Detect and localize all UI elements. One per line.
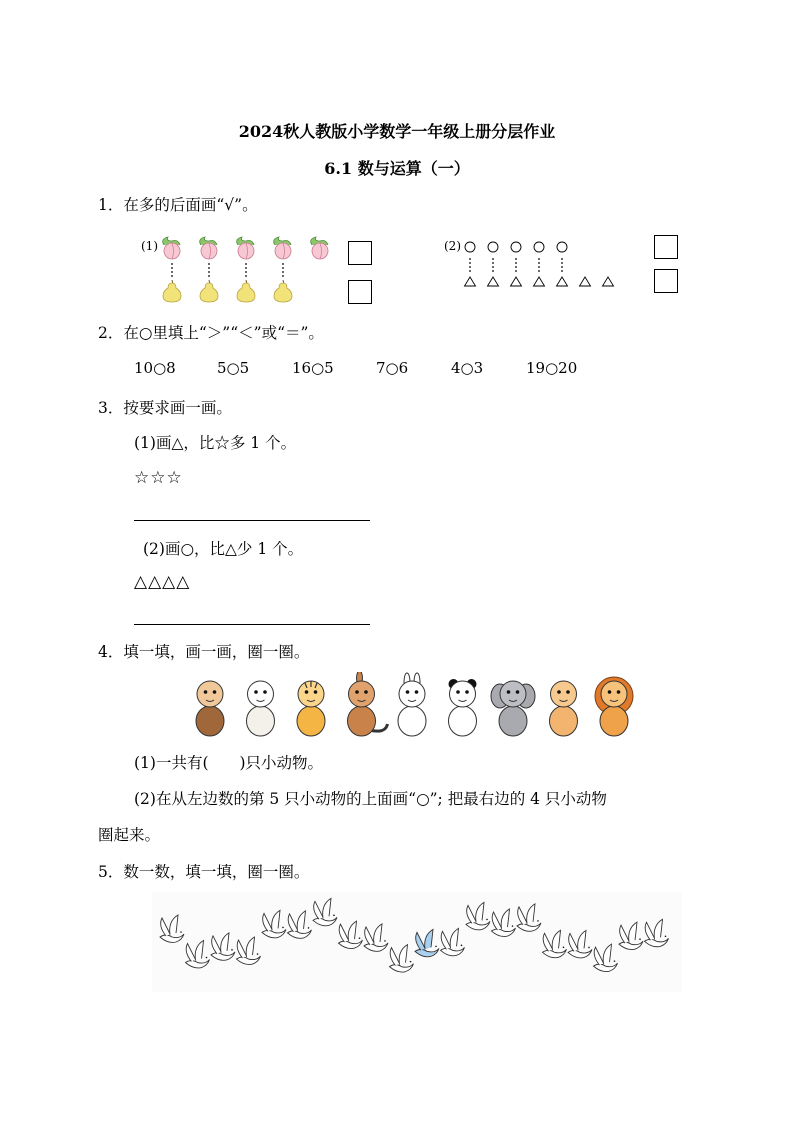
connector-dot — [245, 263, 247, 265]
connector-dot — [208, 275, 210, 277]
connector-dot — [515, 270, 517, 272]
peach-icon — [237, 237, 254, 259]
q3-answer-line-1[interactable] — [134, 520, 370, 521]
connector-dot — [245, 275, 247, 277]
q3-triangles: △△△△ — [134, 572, 191, 592]
connector-dot — [245, 271, 247, 273]
q3-part1: (1)画△，比☆多 1 个。 — [134, 434, 297, 452]
peach-icon — [200, 237, 217, 259]
connector-dot — [282, 271, 284, 273]
q3-answer-line-2[interactable] — [134, 624, 370, 625]
circle-shape — [557, 242, 567, 252]
kangaroo-icon — [348, 672, 388, 736]
triangle-shape — [603, 277, 614, 286]
circle-shape — [511, 242, 521, 252]
question-3-prompt: 3．按要求画一画。 — [98, 399, 232, 417]
connector-dot — [538, 266, 540, 268]
answer-box-triangles[interactable] — [654, 269, 678, 293]
compare-item[interactable]: 10○8 — [134, 359, 176, 377]
q1-part1-label: (1) — [141, 239, 158, 253]
q3-stars: ☆☆☆ — [134, 468, 183, 488]
connector-dot — [208, 267, 210, 269]
pear-icon — [163, 280, 181, 302]
compare-item[interactable]: 19○20 — [526, 359, 578, 377]
connector-dot — [282, 267, 284, 269]
connector-dot — [282, 275, 284, 277]
connector-dot — [561, 258, 563, 260]
circle-shape — [534, 242, 544, 252]
connector-dot — [492, 266, 494, 268]
triangle-shape — [511, 277, 522, 286]
connector-dot — [561, 262, 563, 264]
compare-item[interactable]: 5○5 — [217, 359, 250, 377]
question-1-prompt: 1．在多的后面画“√”。 — [98, 196, 258, 214]
connector-dot — [171, 271, 173, 273]
panda-icon — [449, 679, 477, 736]
circle-shape — [465, 242, 475, 252]
connector-dot — [469, 266, 471, 268]
connector-dot — [171, 275, 173, 277]
answer-box-circles[interactable] — [654, 235, 678, 259]
dotted-connectors-2 — [469, 258, 563, 272]
answer-box-peaches[interactable] — [348, 241, 372, 265]
q3-part2: (2)画○，比△少 1 个。 — [143, 540, 304, 558]
connector-dot — [469, 258, 471, 260]
connector-dot — [171, 263, 173, 265]
connector-dot — [515, 266, 517, 268]
page-subtitle: 6.1 数与运算（一） — [324, 159, 470, 178]
question-2-prompt: 2．在○里填上“＞”“＜”或“＝”。 — [98, 324, 324, 342]
cat-icon — [550, 681, 578, 736]
connector-dot — [515, 262, 517, 264]
connector-dot — [469, 270, 471, 272]
connector-dot — [538, 258, 540, 260]
connector-dot — [561, 266, 563, 268]
triangle-shape — [557, 277, 568, 286]
rabbit-icon — [398, 673, 426, 736]
connector-dot — [208, 271, 210, 273]
doves-illustration — [152, 892, 682, 992]
peach-icons — [163, 237, 328, 259]
question-5-prompt: 5．数一数，填一填，圈一圈。 — [98, 863, 310, 881]
triangle-shape — [465, 277, 476, 286]
peach-icon — [274, 237, 291, 259]
circle-triangle-illustration — [458, 234, 628, 294]
connector-dot — [538, 270, 540, 272]
monkey-icon — [196, 681, 224, 736]
compare-item[interactable]: 4○3 — [451, 359, 484, 377]
connector-dot — [282, 263, 284, 265]
connector-dot — [538, 262, 540, 264]
connector-dot — [171, 267, 173, 269]
triangle-shape — [488, 277, 499, 286]
sheep-icon — [247, 681, 275, 736]
pear-icons — [163, 280, 292, 302]
q1-part2-label: (2) — [444, 239, 461, 253]
triangle-shapes — [465, 277, 614, 286]
connector-dot — [469, 262, 471, 264]
connector-dot — [515, 258, 517, 260]
circle-shapes — [465, 242, 567, 252]
lion-icon — [595, 677, 633, 736]
compare-item[interactable]: 16○5 — [292, 359, 334, 377]
pear-icon — [274, 280, 292, 302]
animals-row — [188, 672, 648, 740]
connector-dot — [492, 270, 494, 272]
pear-icon — [237, 280, 255, 302]
pear-icon — [200, 280, 218, 302]
peach-icon — [163, 237, 180, 259]
triangle-shape — [580, 277, 591, 286]
elephant-icon — [491, 681, 535, 736]
compare-item[interactable]: 7○6 — [376, 359, 409, 377]
connector-dot — [208, 263, 210, 265]
page-title: 2024秋人教版小学数学一年级上册分层作业 — [238, 122, 556, 141]
dotted-connectors — [171, 263, 284, 277]
peach-icon — [311, 237, 328, 259]
connector-dot — [245, 267, 247, 269]
q4-part2-line1: (2)在从左边数的第 5 只小动物的上面画“○”; 把最右边的 4 只小动物 — [134, 790, 607, 808]
q4-part1: (1)一共有( )只小动物。 — [134, 754, 324, 772]
peach-pear-illustration — [155, 234, 335, 306]
circle-shape — [488, 242, 498, 252]
connector-dot — [561, 270, 563, 272]
q4-part2-line2: 圈起来。 — [98, 826, 161, 844]
connector-dot — [492, 258, 494, 260]
question-4-prompt: 4．填一填，画一画，圈一圈。 — [98, 643, 310, 661]
tiger-icon — [297, 681, 325, 736]
answer-box-pears[interactable] — [348, 280, 372, 304]
triangle-shape — [534, 277, 545, 286]
connector-dot — [492, 262, 494, 264]
